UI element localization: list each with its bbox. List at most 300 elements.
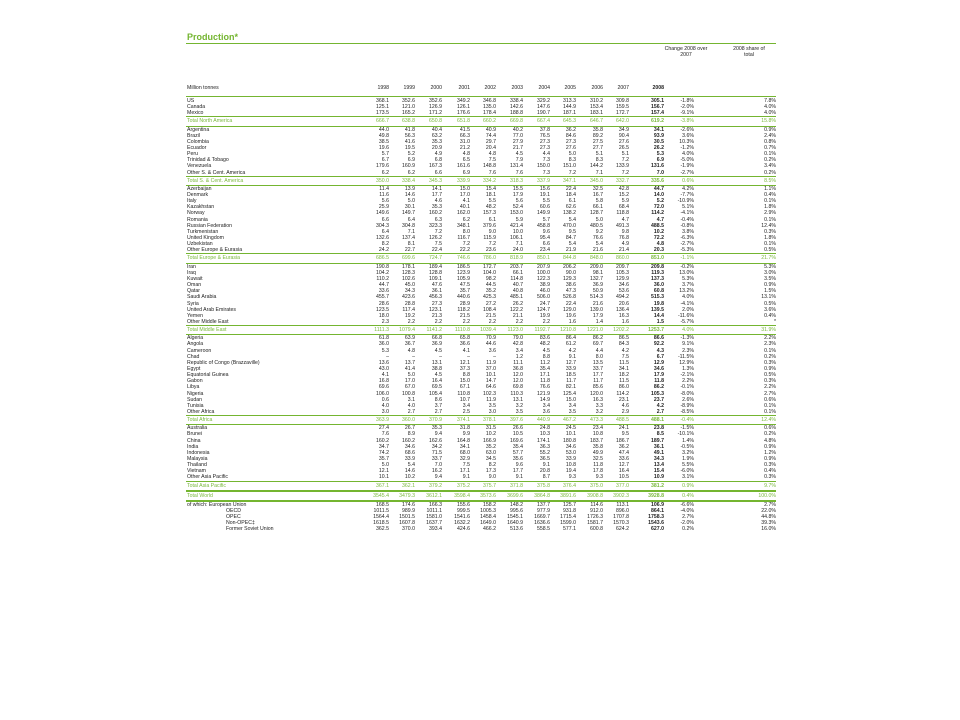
row-label: Total World — [187, 492, 213, 499]
value-cell: 172.7 — [616, 110, 629, 117]
value-cell: 36.2 — [565, 126, 576, 133]
value-cell: 377.0 — [616, 482, 629, 489]
share-cell: 0.4% — [764, 312, 776, 319]
value-cell: 21.5 — [485, 312, 496, 319]
value-cell: 4.8 — [656, 241, 664, 248]
row-label: Qatar — [187, 288, 200, 295]
share-cell: 12.4% — [761, 222, 776, 229]
value-cell: 18.1 — [485, 192, 496, 199]
share-cell: 7.8% — [764, 98, 776, 104]
change-cell: 5.5% — [682, 462, 694, 469]
value-cell: 35.2 — [485, 288, 496, 295]
value-cell: 6.8 — [434, 157, 442, 164]
value-cell: 332.7 — [616, 177, 629, 184]
value-cell: 21.2 — [459, 145, 470, 152]
value-cell: 1545.1 — [507, 514, 523, 521]
value-cell: 34.6 — [404, 443, 415, 450]
share-cell: 0.5% — [764, 247, 776, 254]
value-cell: 577.1 — [563, 526, 576, 533]
value-cell: 98.1 — [592, 269, 603, 276]
value-cell: 48.2 — [539, 341, 550, 348]
value-cell: 12.7 — [618, 462, 629, 469]
value-cell: 1649.0 — [480, 520, 496, 527]
value-cell: 33.6 — [618, 455, 629, 462]
value-cell: 110.3 — [510, 390, 523, 397]
value-cell: 10.5 — [512, 431, 523, 438]
value-cell: 2.7 — [407, 408, 415, 415]
value-cell: 28.6 — [378, 300, 389, 307]
value-cell: 9.8 — [621, 228, 629, 235]
value-cell: 9.3 — [568, 474, 576, 481]
value-cell: 37.3 — [459, 365, 470, 372]
value-cell: 323.3 — [429, 222, 442, 229]
value-cell: 83.6 — [539, 335, 550, 342]
value-cell: 8.8 — [462, 372, 470, 379]
change-cell: -6.6% — [680, 501, 694, 508]
share-cell: 2.2% — [764, 384, 776, 391]
value-cell: 638.8 — [402, 118, 415, 125]
value-cell: 25.9 — [378, 204, 389, 211]
value-cell: 1202.2 — [613, 327, 629, 334]
value-cell: 10.0 — [512, 228, 523, 235]
value-cell: 9.3 — [595, 474, 603, 481]
row-label: Other Middle East — [187, 318, 229, 325]
share-cell: 0.9% — [764, 443, 776, 450]
value-cell: 27.4 — [378, 425, 389, 432]
value-cell: 310.2 — [590, 98, 603, 104]
value-cell: 9.6 — [542, 228, 550, 235]
change-cell: -1.8% — [680, 98, 694, 104]
value-cell: 76.8 — [618, 235, 629, 242]
value-cell: 1715.4 — [560, 514, 576, 521]
row-label: Gabon — [187, 378, 203, 385]
value-cell: 35.8 — [592, 443, 603, 450]
value-cell: 3545.4 — [373, 492, 389, 499]
row-label: Australia — [187, 425, 208, 432]
value-cell: 106.9 — [651, 501, 664, 508]
value-cell: 21.6 — [592, 300, 603, 307]
value-cell: 123.1 — [429, 306, 442, 313]
value-cell: 90.4 — [618, 132, 629, 139]
value-cell: 34.3 — [404, 288, 415, 295]
value-cell: 23.1 — [618, 396, 629, 403]
change-cell: -0.2% — [680, 263, 694, 270]
value-cell: 90.0 — [565, 269, 576, 276]
row-label: United Arab Emirates — [187, 306, 237, 313]
value-cell: 30.5 — [653, 138, 664, 145]
share-cell: 13.1% — [761, 294, 776, 301]
value-cell: 5.4 — [568, 241, 576, 248]
value-cell: 125.7 — [563, 501, 576, 508]
change-cell: 5.3% — [682, 275, 694, 282]
value-cell: 98.2 — [485, 275, 496, 282]
value-cell: 15.0 — [459, 378, 470, 385]
value-cell: 13.7 — [404, 359, 415, 366]
share-cell: 3.0% — [764, 269, 776, 276]
value-cell: 27.6 — [565, 145, 576, 152]
value-cell: 109.1 — [429, 275, 442, 282]
value-cell: 3.1 — [407, 396, 415, 403]
value-cell: 36.0 — [378, 341, 389, 348]
value-cell: 9.1 — [515, 474, 523, 481]
value-cell: 89.2 — [592, 132, 603, 139]
value-cell: 173.5 — [376, 110, 389, 117]
value-cell: 1039.4 — [480, 327, 496, 334]
value-cell: 92.2 — [653, 341, 664, 348]
value-cell: 7.2 — [434, 228, 442, 235]
value-cell: 397.6 — [510, 417, 523, 424]
value-cell: 162.6 — [429, 437, 442, 444]
value-cell: 138.2 — [563, 210, 576, 217]
value-cell: 1141.2 — [426, 327, 442, 334]
value-cell: 144.9 — [563, 104, 576, 111]
value-cell: 149.9 — [537, 210, 550, 217]
value-cell: 100.8 — [402, 390, 415, 397]
value-cell: 148.8 — [483, 163, 496, 170]
value-cell: 6.4 — [407, 216, 415, 223]
value-cell: 1192.7 — [534, 327, 550, 334]
share-cell: 0.9% — [764, 365, 776, 372]
value-cell: 337.9 — [537, 177, 550, 184]
value-cell: 68.0 — [459, 449, 470, 456]
value-cell: 34.6 — [653, 365, 664, 372]
value-cell: 375.8 — [537, 482, 550, 489]
value-cell: 6.1 — [568, 198, 576, 205]
value-cell: 79.0 — [512, 335, 523, 342]
value-cell: 318.3 — [510, 177, 523, 184]
row-label: Uzbekistan — [187, 241, 213, 248]
value-cell: 645.3 — [563, 118, 576, 125]
value-cell: 189.4 — [429, 263, 442, 270]
value-cell: 6.9 — [407, 157, 415, 164]
value-cell: 114.2 — [651, 210, 664, 217]
value-cell: 7.2 — [462, 241, 470, 248]
value-cell: 7.6 — [515, 169, 523, 176]
value-cell: 2.2 — [515, 318, 523, 325]
value-cell: 425.3 — [483, 294, 496, 301]
value-cell: 14.6 — [404, 192, 415, 199]
value-cell: 10.8 — [592, 431, 603, 438]
value-cell: 7.5 — [462, 462, 470, 469]
value-cell: 34.1 — [618, 365, 629, 372]
row-label: Italy — [187, 198, 197, 205]
value-cell: 440.9 — [537, 417, 550, 424]
change-cell: 0.4% — [682, 492, 694, 499]
value-cell: 667.4 — [537, 118, 550, 125]
value-cell: 1581.0 — [426, 514, 442, 521]
change-cell: -7.7% — [680, 192, 694, 199]
value-cell: 14.4 — [653, 312, 664, 319]
value-cell: 494.2 — [616, 294, 629, 301]
value-cell: 160.2 — [402, 437, 415, 444]
change-cell: 2.2% — [682, 378, 694, 385]
value-cell: 375.0 — [590, 482, 603, 489]
value-cell: 35.3 — [431, 138, 442, 145]
value-cell: 11.2 — [540, 359, 550, 366]
value-cell: 34.5 — [485, 455, 496, 462]
value-cell: 17.0 — [404, 378, 415, 385]
value-cell: 338.4 — [510, 98, 523, 104]
value-cell: 106.0 — [376, 390, 389, 397]
value-cell: 650.8 — [429, 118, 442, 125]
value-cell: 158.2 — [483, 501, 496, 508]
value-cell: 746.6 — [457, 255, 470, 262]
value-cell: 16.8 — [378, 378, 389, 385]
row-label: Brunei — [187, 431, 202, 438]
value-cell: 17.3 — [485, 468, 496, 475]
value-cell: 488.5 — [651, 222, 664, 229]
value-cell: 467.2 — [563, 417, 576, 424]
value-cell: 5.6 — [515, 198, 523, 205]
value-cell: 150.0 — [537, 163, 550, 170]
value-cell: 166.9 — [483, 437, 496, 444]
value-cell: 7.5 — [488, 157, 496, 164]
value-cell: 455.7 — [376, 294, 389, 301]
value-cell: 137.4 — [402, 235, 415, 242]
value-cell: 10.2 — [485, 431, 496, 438]
value-cell: 3.2 — [595, 408, 603, 415]
value-cell: 2.7 — [434, 408, 442, 415]
value-cell: 42.8 — [512, 341, 523, 348]
value-cell: 129.3 — [563, 275, 576, 282]
value-cell: 36.7 — [404, 341, 415, 348]
value-cell: 1011.1 — [426, 508, 442, 515]
change-cell: -6.3% — [680, 235, 694, 242]
value-cell: 345.3 — [429, 177, 442, 184]
value-cell: 1758.3 — [648, 514, 664, 521]
value-cell: 14.7 — [485, 378, 496, 385]
value-cell: 3.0 — [488, 408, 496, 415]
value-cell: 125.4 — [563, 390, 576, 397]
value-cell: 74.4 — [485, 132, 496, 139]
value-cell: 149.7 — [402, 210, 415, 217]
total-row — [186, 481, 776, 491]
value-cell: 26.5 — [618, 145, 629, 152]
value-cell: 651.8 — [457, 118, 470, 125]
value-cell: 367.1 — [376, 482, 389, 489]
value-cell: 16.3 — [592, 396, 603, 403]
value-cell: 9.1 — [542, 462, 550, 469]
total-row — [186, 325, 776, 335]
value-cell: – — [493, 353, 496, 360]
row-label: Oman — [187, 282, 202, 289]
value-cell: 15.6 — [539, 185, 550, 192]
value-cell: 15.2 — [618, 192, 629, 199]
value-cell: 27.2 — [485, 300, 496, 307]
value-cell: 999.5 — [457, 508, 470, 515]
value-cell: 624.2 — [616, 526, 629, 533]
value-cell: 151.0 — [563, 163, 576, 170]
value-cell: 86.2 — [653, 384, 664, 391]
change-cell: -5.7% — [680, 318, 694, 325]
value-cell: 123.5 — [376, 306, 389, 313]
value-cell: 6.6 — [434, 169, 442, 176]
value-cell: 19.2 — [404, 312, 415, 319]
value-cell: 105.9 — [457, 275, 470, 282]
value-cell: 5.4 — [407, 462, 415, 469]
share-cell: 2.3% — [764, 341, 776, 348]
value-cell: 7.3 — [542, 169, 550, 176]
value-cell: 669.8 — [510, 118, 523, 125]
row-label: Total Asia Pacific — [187, 482, 226, 489]
value-cell: 7.2 — [621, 157, 629, 164]
value-cell: 24.0 — [512, 247, 523, 254]
value-cell: 128.3 — [402, 269, 415, 276]
value-cell: 116.7 — [457, 235, 470, 242]
value-cell: 128.7 — [590, 210, 603, 217]
value-cell: 22.4 — [431, 247, 442, 254]
value-cell: 49.9 — [592, 449, 603, 456]
value-cell: 4.1 — [462, 198, 470, 205]
change-cell: -0.4% — [680, 417, 694, 424]
value-cell: 349.2 — [457, 98, 470, 104]
share-cell: 4.8% — [764, 437, 776, 444]
change-cell: -1.5% — [680, 425, 694, 432]
value-cell: 126.9 — [429, 104, 442, 111]
value-cell: 18.0 — [378, 312, 389, 319]
value-cell: 6.2 — [381, 169, 389, 176]
value-cell: 646.7 — [590, 118, 603, 125]
value-cell: 86.5 — [618, 335, 629, 342]
row-label: Equatorial Guinea — [187, 372, 229, 379]
value-cell: 10.1 — [378, 474, 389, 481]
value-cell: 421.4 — [510, 222, 523, 229]
value-cell: 17.1 — [539, 372, 550, 379]
value-cell: 8.5 — [656, 431, 664, 438]
share-cell: 0.3% — [764, 228, 776, 235]
value-cell: 37.0 — [485, 365, 496, 372]
value-cell: 14.0 — [653, 192, 664, 199]
value-cell: 11.8 — [540, 378, 550, 385]
value-cell: 6.5 — [462, 157, 470, 164]
value-cell: 334.2 — [483, 177, 496, 184]
value-cell: 8.1 — [407, 241, 415, 248]
value-cell: 338.4 — [402, 177, 415, 184]
share-cell: 1.1% — [764, 185, 776, 192]
change-cell: 10.3% — [679, 138, 694, 145]
row-label: China — [187, 437, 201, 444]
value-cell: 14.6 — [404, 468, 415, 475]
value-cell: 699.6 — [402, 255, 415, 262]
value-cell: 44.5 — [485, 282, 496, 289]
value-cell: 4.9 — [621, 241, 629, 248]
share-cell: 0.1% — [764, 402, 776, 409]
share-cell: 15.8% — [761, 118, 776, 125]
value-cell: 106.1 — [510, 235, 523, 242]
value-cell: 4.8 — [462, 151, 470, 158]
share-cell: 0.1% — [764, 241, 776, 248]
table-row — [186, 501, 776, 508]
value-cell: 5.5 — [542, 198, 550, 205]
change-cell: 3.2% — [682, 449, 694, 456]
value-cell: 491.3 — [616, 222, 629, 229]
value-cell: 10.9 — [653, 474, 664, 481]
row-label: Total Africa — [187, 417, 213, 424]
value-cell: 33.7 — [592, 365, 603, 372]
value-cell: 13.9 — [404, 185, 415, 192]
value-cell: 24.8 — [539, 425, 550, 432]
production-table-page — [186, 26, 776, 716]
share-cell: 0.3% — [764, 359, 776, 366]
change-cell: 4.0% — [682, 294, 694, 301]
value-cell: 4.7 — [621, 216, 629, 223]
value-cell: 12.0 — [512, 378, 523, 385]
row-label: Ecuador — [187, 145, 207, 152]
change-cell: -5.3% — [680, 247, 694, 254]
change-cell: 3.1% — [682, 474, 694, 481]
value-cell: 20.4 — [485, 145, 496, 152]
year-header-2000: 2000 — [430, 85, 442, 91]
value-cell: 120.0 — [590, 390, 603, 397]
share-cell: 3.6% — [764, 306, 776, 313]
value-cell: 7.9 — [515, 157, 523, 164]
value-cell: 488.1 — [651, 417, 664, 424]
value-cell: 41.8 — [404, 126, 415, 133]
value-cell: 10.5 — [618, 474, 629, 481]
share-cell: * — [773, 318, 776, 325]
value-cell: 642.0 — [616, 118, 629, 125]
value-cell: 53.6 — [618, 288, 629, 295]
change-cell: 3.7% — [682, 282, 694, 289]
value-cell: 27.5 — [592, 138, 603, 145]
value-cell: 137.7 — [537, 501, 550, 508]
total-row — [186, 253, 776, 263]
value-cell: 187.1 — [563, 110, 576, 117]
value-cell: 132.7 — [590, 275, 603, 282]
change-cell: -11.5% — [677, 353, 694, 360]
row-label: Thailand — [187, 462, 207, 469]
value-cell: 4.5 — [515, 151, 523, 158]
value-cell: 1636.6 — [534, 520, 550, 527]
value-cell: 5.9 — [621, 198, 629, 205]
value-cell: 12.7 — [565, 359, 576, 366]
value-cell: 379.2 — [429, 482, 442, 489]
value-cell: 17.0 — [459, 192, 470, 199]
value-cell: 159.5 — [616, 104, 629, 111]
value-cell: 114.2 — [616, 390, 629, 397]
share-cell: 0.3% — [764, 462, 776, 469]
value-cell: 19.4 — [565, 468, 576, 475]
change-cell: 4.0% — [682, 327, 694, 334]
value-cell: 1458.4 — [480, 514, 496, 521]
value-cell: 22.4 — [565, 185, 576, 192]
value-cell: 32.5 — [592, 185, 603, 192]
value-cell: 183.7 — [590, 437, 603, 444]
value-cell: 470.0 — [563, 222, 576, 229]
share-cell: 4.0% — [764, 110, 776, 117]
value-cell: 350.0 — [376, 177, 389, 184]
change-cell: -10.9% — [677, 198, 694, 205]
share-cell: 0.3% — [764, 378, 776, 385]
value-cell: 12.9 — [653, 359, 664, 366]
value-cell: 102.3 — [483, 390, 496, 397]
value-cell: 105.3 — [616, 269, 629, 276]
value-cell: 18.5 — [565, 372, 576, 379]
value-cell: 724.7 — [429, 255, 442, 262]
row-label: Romania — [187, 216, 208, 223]
value-cell: 16.4 — [618, 468, 629, 475]
value-cell: 5.2 — [656, 198, 664, 205]
value-cell: 52.4 — [512, 204, 523, 211]
row-label: Nigeria — [187, 390, 204, 397]
value-cell: 7.2 — [488, 241, 496, 248]
value-cell: 896.0 — [616, 508, 629, 515]
share-cell: 0.7% — [764, 145, 776, 152]
value-cell: 514.3 — [590, 294, 603, 301]
value-cell: 113.1 — [616, 501, 629, 508]
change-cell: -8.5% — [680, 408, 694, 415]
year-header-2002: 2002 — [484, 85, 496, 91]
